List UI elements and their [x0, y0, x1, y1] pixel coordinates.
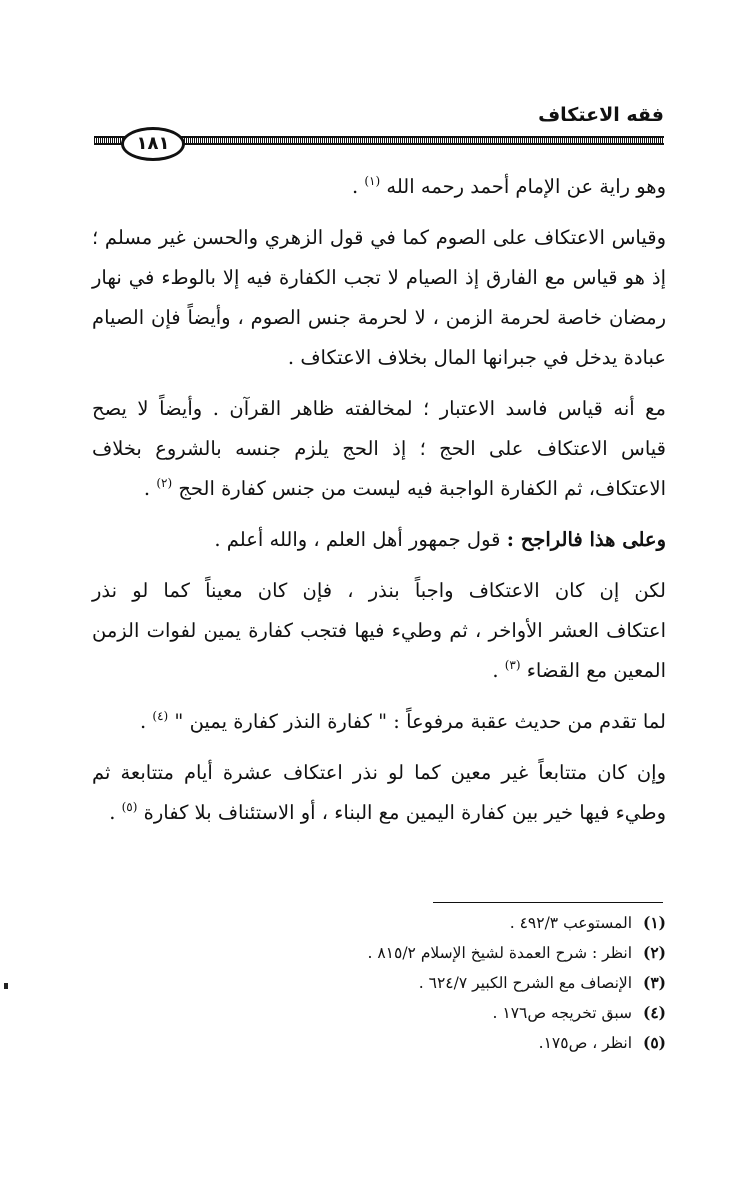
- page-header: [94, 103, 664, 163]
- footnote-number: (٢): [642, 943, 666, 962]
- footnote-text: المستوعب ٤٩٢/٣ .: [509, 914, 633, 932]
- paragraph-2-line-4: عبادة يدخل في جبرانها المال بخلاف الاعتكاف .: [287, 346, 666, 369]
- paragraph-5-line-2: اعتكاف العشر الأواخر ، ثم وطيء فيها فتجب كفارة يمين لفوات الزمن: [92, 619, 666, 642]
- paragraph-5-line-3-text: المعين مع القضاء: [526, 659, 666, 682]
- footnote-ref-2: (٢): [156, 476, 173, 490]
- paragraph-3-line-3-end: .: [143, 477, 151, 500]
- paragraph-5-line-3-end: .: [492, 659, 499, 682]
- paragraph-6-end: .: [139, 710, 147, 733]
- paragraph-3-line-1: مع أنه قياس فاسد الاعتبار ؛ لمخالفته ظاهر القرآن . وأيضاً لا يصح: [92, 397, 666, 420]
- footnote-ref-1: (١): [364, 174, 381, 188]
- page-number: ١٨١: [121, 127, 185, 161]
- footnote-text: الإنصاف مع الشرح الكبير ٦٢٤/٧ .: [418, 974, 633, 992]
- paragraph-5-line-3: [92, 651, 666, 691]
- paragraph-4: [92, 520, 666, 560]
- body-text: [92, 167, 666, 833]
- paragraph-7-line-2-text: وطيء فيها خير بين كفارة اليمين مع البناء ، أو الاستئناف بلا كفارة: [143, 801, 666, 824]
- footnote-text: انظر : شرح العمدة لشيخ الإسلام ٨١٥/٢ .: [367, 944, 633, 962]
- footnote-3: [166, 968, 666, 998]
- footnote-number: (٤): [642, 1003, 666, 1022]
- paragraph-7-line-2-end: .: [109, 801, 116, 824]
- conclusion-text: قول جمهور أهل العلم ، والله أعلم .: [214, 528, 501, 551]
- paragraph-2-line-2: إذ هو قياس مع الفارق إذ الصيام لا تجب الكفارة فيه إلا بالوطء في نهار: [92, 266, 666, 289]
- footnotes: [166, 908, 666, 1058]
- paragraph-3-line-2: قياس الاعتكاف على الحج ؛ إذ الحج يلزم جنسه بالشروع بخلاف: [92, 437, 666, 460]
- paragraph-2-line-3: رمضان خاصة لحرمة الزمن ، لا لحرمة جنس الصوم ، وأيضاً فإن الصيام: [92, 306, 666, 329]
- footnote-separator: [433, 902, 663, 903]
- paragraph-2-line-1: وقياس الاعتكاف على الصوم كما في قول الزهري والحسن غير مسلم ؛: [92, 226, 666, 249]
- footnote-text: سبق تخريجه ص١٧٦ .: [492, 1004, 633, 1022]
- footnote-ref-4: (٤): [152, 709, 169, 723]
- paragraph-3-line-3: [92, 469, 666, 509]
- paragraph-7-line-2: [92, 793, 666, 833]
- footnote-ref-5: (٥): [121, 800, 138, 814]
- footnote-ref-3: (٣): [504, 658, 521, 672]
- paragraph-6-text: لما تقدم من حديث عقبة مرفوعاً : " كفارة النذر كفارة يمين ": [174, 710, 666, 733]
- paragraph-5-line-1: لكن إن كان الاعتكاف واجباً بنذر ، فإن كان معيناً كما لو نذر: [92, 579, 666, 602]
- footnote-number: (٣): [642, 973, 666, 992]
- paragraph-6: [92, 702, 666, 742]
- footnote-text: انظر ، ص١٧٥.: [538, 1034, 633, 1052]
- paragraph-3-line-3-text: الاعتكاف، ثم الكفارة الواجبة فيه ليست من جنس كفارة الحج: [178, 477, 666, 500]
- paragraph-7-line-1: وإن كان متتابعاً غير معين كما لو نذر اعتكاف عشرة أيام متتابعة ثم: [92, 761, 666, 784]
- paragraph-1: [92, 167, 666, 207]
- footnote-1: [166, 908, 666, 938]
- conclusion-label: وعلى هذا فالراجح :: [506, 528, 666, 551]
- paragraph-1-end: .: [351, 175, 359, 198]
- footnote-number: (١): [642, 913, 666, 932]
- running-title: فقه الاعتكاف: [538, 104, 664, 126]
- footnote-number: (٥): [642, 1033, 666, 1052]
- footnote-5: [166, 1028, 666, 1058]
- margin-mark: [4, 983, 8, 989]
- footnote-2: [166, 938, 666, 968]
- paragraph-1-text: وهو راية عن الإمام أحمد رحمه الله: [386, 175, 666, 198]
- footnote-4: [166, 998, 666, 1028]
